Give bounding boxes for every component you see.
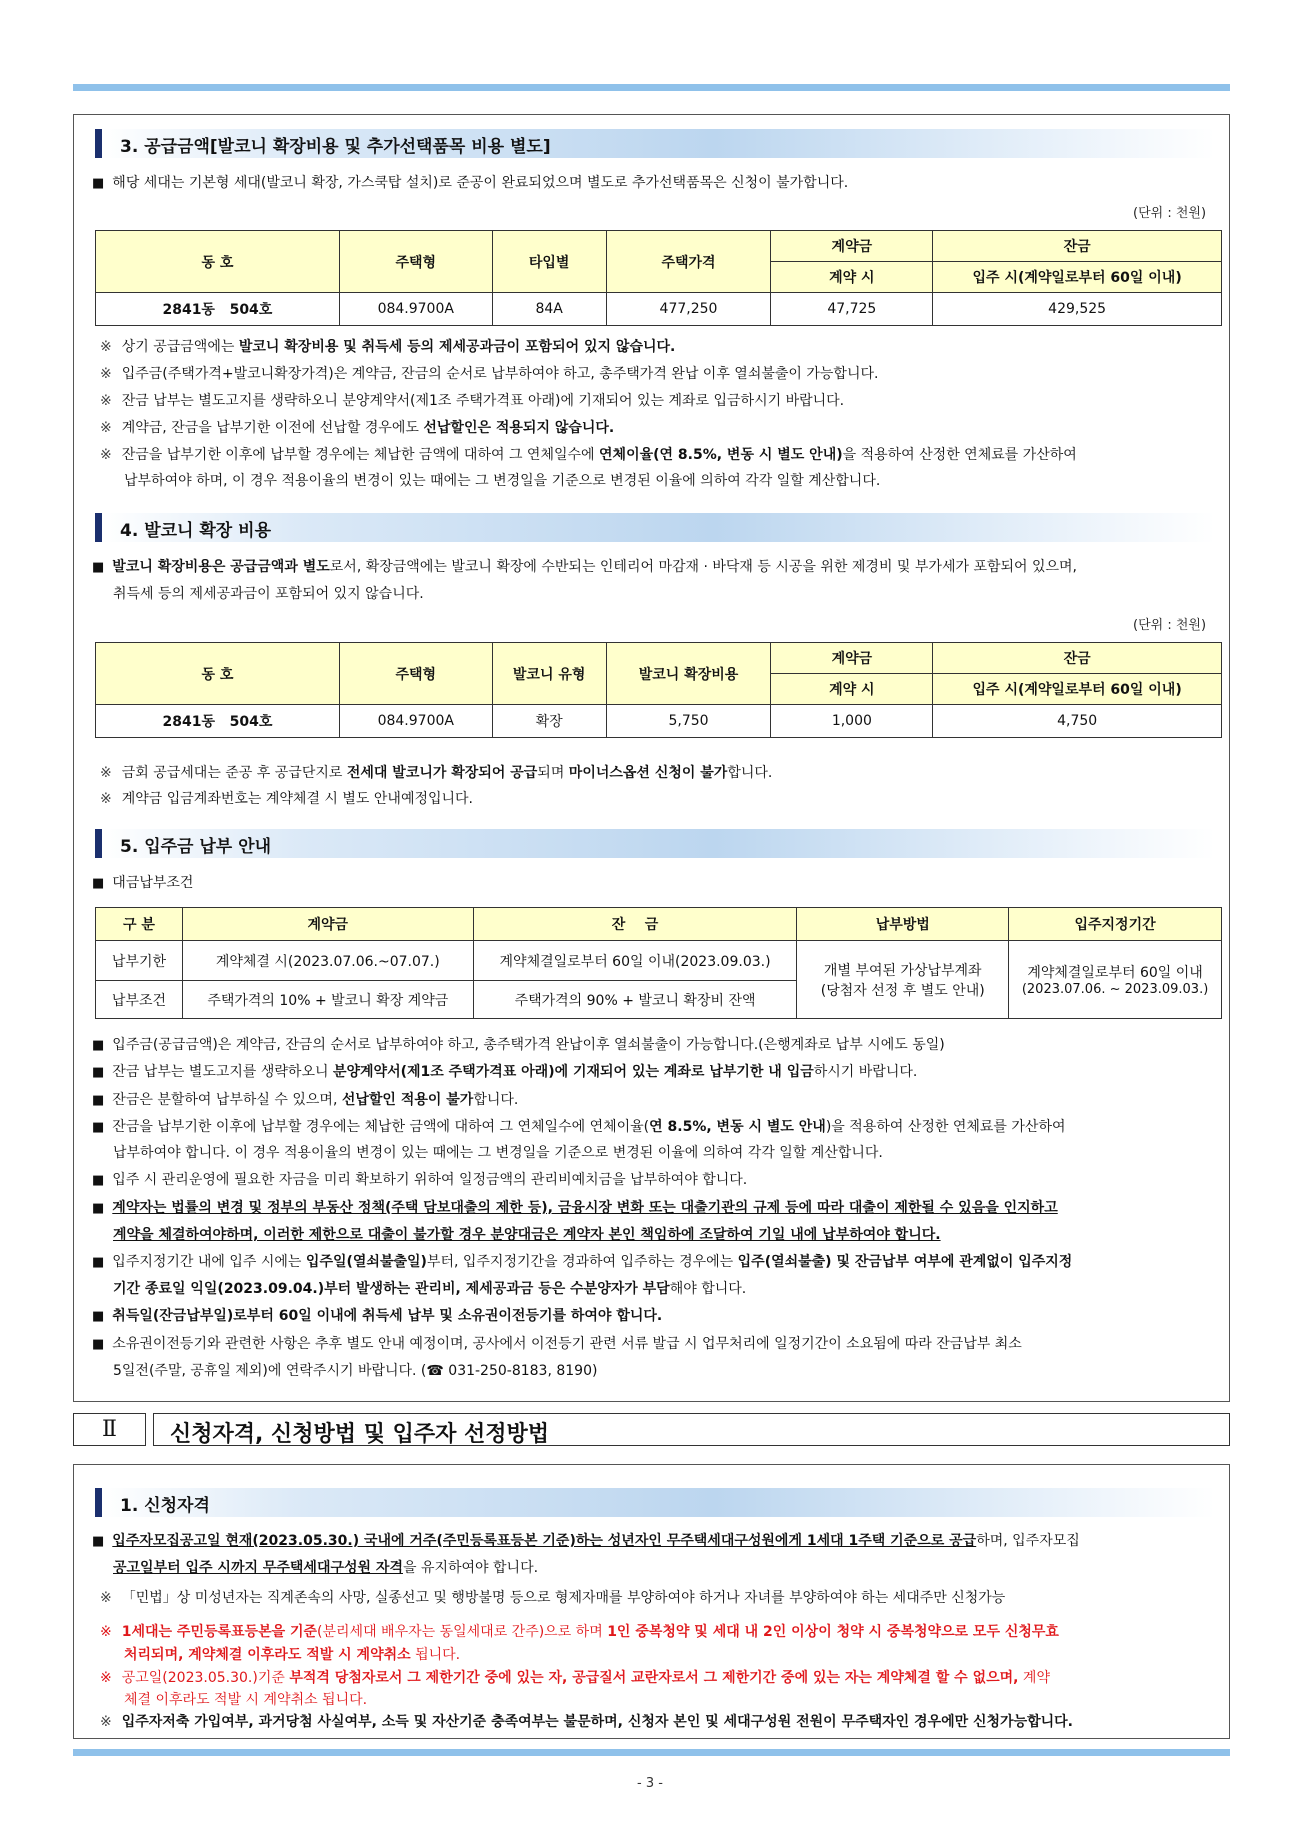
s5-bullet-7-cont: 기간 종료일 익일(2023.09.04.)부터 발생하는 관리비, 제세공과금 등은 수분양자가 부담해야 합니다. (113, 1281, 747, 1297)
roman-numeral-box: Ⅱ (73, 1413, 146, 1446)
s5-bullet-9-cont: 5일전(주말, 공휴일 제외)에 연락주시기 바랍니다. (☎ 031-250-8183, 8190) (113, 1363, 598, 1379)
q-note-3: ※ 공고일(2023.05.30.)기준 부적격 당첨자로서 그 제한기간 중에 있는 자, 공급질서 교란자로서 그 제한기간 중에 있는 자는 계약체결 할 수 없으며, 계약 (100, 1670, 1050, 1686)
td-deposit: 47,725 (771, 293, 933, 326)
roman-section-title: 신청자격, 신청방법 및 입주자 선정방법 (170, 1422, 550, 1447)
td-balcony-type: 확장 (492, 705, 606, 738)
th-dongho: 동 호 (96, 231, 340, 293)
th-deposit-sub: 계약 시 (771, 674, 933, 705)
th-balance: 잔 금 (473, 908, 797, 941)
th-dongho: 동 호 (96, 643, 340, 705)
td-deposit: 1,000 (771, 705, 933, 738)
q-note-3-cont: 체결 이후라도 적발 시 계약취소 됩니다. (124, 1692, 368, 1708)
th-balcony-cost: 발코니 확장비용 (606, 643, 771, 705)
th-gubun: 구 분 (96, 908, 183, 941)
q-note-1: ※ 「민법」상 미성년자는 직계존속의 사망, 실종선고 및 행방불명 등으로 형제자매를 부양하여야 하거나 자녀를 부양하여야 하는 세대주만 신청가능 (100, 1590, 1006, 1606)
td-deposit-condition: 주택가격의 10% + 발코니 확장 계약금 (182, 981, 473, 1019)
s5-bullet-7: ■ 입주지정기간 내에 입주 시에는 입주일(열쇠불출일)부터, 입주지정기간을 경과하여 입주하는 경우에는 입주(열쇠불출) 및 잔금납부 여부에 관계없이 입주지정 (92, 1254, 1073, 1270)
section-3-title: 3. 공급금액[발코니 확장비용 및 추가선택품목 비용 별도] (120, 137, 551, 157)
th-balance: 잔금 (933, 643, 1222, 674)
s5-bullet-9: ■ 소유권이전등기와 관련한 사항은 추후 별도 안내 예정이며, 공사에서 이전등기 관련 서류 발급 시 업무처리에 일정기간이 소요됨에 따라 잔금납부 최소 (92, 1336, 1022, 1352)
th-balance-sub: 입주 시(계약일로부터 60일 이내) (933, 262, 1222, 293)
th-period: 입주지정기간 (1009, 908, 1222, 941)
td-balance: 4,750 (933, 705, 1222, 738)
td-balcony-cost: 5,750 (606, 705, 771, 738)
s3-intro: ■ 해당 세대는 기본형 세대(발코니 확장, 가스쿡탑 설치)로 준공이 완료되었으며 별도로 추가선택품목은 신청이 불가합니다. (92, 175, 849, 191)
s5-bullet-3: ■ 잔금은 분할하여 납부하실 수 있으며, 선납할인 적용이 불가합니다. (92, 1092, 519, 1108)
td-period: 계약체결일로부터 60일 이내 (2023.07.06. ~ 2023.09.03.) (1009, 941, 1222, 1019)
s5-bullet-5: ■ 입주 시 관리운영에 필요한 자금을 미리 확보하기 위하여 일정금액의 관리비예치금을 납부하여야 합니다. (92, 1172, 748, 1188)
td-label-deadline: 납부기한 (96, 941, 183, 981)
q-note-2: ※ 1세대는 주민등록표등본을 기준(분리세대 배우자는 동일세대로 간주)으로 하며 1인 중복청약 및 세대 내 2인 이상이 청약 시 중복청약으로 모두 신청무효 (100, 1624, 1059, 1640)
qualification-title: 1. 신청자격 (120, 1496, 210, 1516)
s5-bullet-1: ■ 입주금(공급금액)은 계약금, 잔금의 순서로 납부하여야 하고, 총주택가격 완납이후 열쇠불출이 가능합니다.(은행계좌로 납부 시에도 동일) (92, 1037, 945, 1053)
s3-note-3: ※ 잔금 납부는 별도고지를 생략하오니 분양계약서(제1조 주택가격표 아래)에 기재되어 있는 계좌로 입금하시기 바랍니다. (100, 393, 845, 409)
qualification-header (95, 1488, 1215, 1517)
s5-sub: ■ 대금납부조건 (92, 875, 194, 891)
th-deposit-sub: 계약 시 (771, 262, 933, 293)
supply-price-table (95, 230, 1222, 326)
th-price: 주택가격 (606, 231, 771, 293)
balcony-cost-table (95, 642, 1222, 738)
q-bullet-1-cont: 공고일부터 입주 시까지 무주택세대구성원 자격을 유지하여야 합니다. (113, 1560, 539, 1576)
s3-note-5-cont: 납부하여야 하며, 이 경우 적용이율의 변경이 있는 때에는 그 변경일을 기준으로 변경된 이율에 의하여 각각 일할 계산합니다. (124, 473, 881, 489)
td-balance: 429,525 (933, 293, 1222, 326)
q-bullet-1: ■ 입주자모집공고일 현재(2023.05.30.) 국내에 거주(주민등록표등본 기준)하는 성년자인 무주택세대구성원에게 1세대 1주택 기준으로 공급하며, 입주자모집 (92, 1533, 1080, 1549)
th-typeno: 타입별 (492, 231, 606, 293)
s4-note-1: ※ 금회 공급세대는 준공 후 공급단지로 전세대 발코니가 확장되어 공급되며 마이너스옵션 신청이 불가합니다. (100, 765, 773, 781)
bottom-decor-bar (73, 1749, 1230, 1756)
td-method: 개별 부여된 가상납부계좌 (당첨자 선정 후 별도 안내) (797, 941, 1009, 1019)
th-balance-sub: 입주 시(계약일로부터 60일 이내) (933, 674, 1222, 705)
q-note-4-text: ※ 입주자저축 가입여부, 과거당첨 사실여부, 소득 및 자산기준 충족여부는 불문하며, 신청자 본인 및 세대구성원 전원이 무주택자인 경우에만 신청가능합니다. (100, 1714, 1074, 1730)
td-typeno: 84A (492, 293, 606, 326)
s3-note-4: ※ 계약금, 잔금을 납부기한 이전에 선납할 경우에도 선납할인은 적용되지 않습니다. (100, 420, 615, 436)
square-bullet-icon: ■ (92, 176, 105, 191)
th-deposit: 계약금 (182, 908, 473, 941)
td-dongho: 2841동 504호 (96, 293, 340, 326)
s3-unit: (단위 : 천원) (1133, 206, 1207, 221)
td-dongho: 2841동 504호 (96, 705, 340, 738)
section-4-header (95, 513, 1215, 542)
s3-note-5: ※ 잔금을 납부기한 이후에 납부할 경우에는 체납한 금액에 대하여 그 연체일수에 연체이율(연 8.5%, 변동 시 별도 안내)을 적용하여 산정한 연체료를 가산하여 (100, 447, 1077, 463)
th-balance: 잔금 (933, 231, 1222, 262)
td-balance-condition: 주택가격의 90% + 발코니 확장비 잔액 (473, 981, 797, 1019)
th-type: 주택형 (339, 231, 492, 293)
section-4-title: 4. 발코니 확장 비용 (120, 521, 271, 541)
td-label-condition: 납부조건 (96, 981, 183, 1019)
s4-intro-cont: 취득세 등의 제세공과금이 포함되어 있지 않습니다. (113, 586, 424, 602)
th-method: 납부방법 (797, 908, 1009, 941)
page-number: - 3 - (637, 1776, 663, 1791)
s5-bullet-8: ■ 취득일(잔금납부일)로부터 60일 이내에 취득세 납부 및 소유권이전등기를 하여야 합니다. (92, 1308, 663, 1324)
s5-bullet-6-cont: 계약을 체결하여야하며, 이러한 제한으로 대출이 불가할 경우 분양대금은 계약자 본인 책임하에 조달하여 기일 내에 납부하여야 합니다. (113, 1227, 941, 1243)
payment-terms-table (95, 907, 1222, 1019)
table-row (96, 941, 1222, 981)
s5-bullet-4: ■ 잔금을 납부기한 이후에 납부할 경우에는 체납한 금액에 대하여 그 연체일수에 연체이율(연 8.5%, 변동 시 별도 안내)을 적용하여 산정한 연체료를 가산하여 (92, 1119, 1066, 1135)
s3-note-1: ※ 상기 공급금액에는 발코니 확장비용 및 취득세 등의 제세공과금이 포함되어 있지 않습니다. (100, 339, 676, 355)
th-deposit: 계약금 (771, 231, 933, 262)
s4-unit: (단위 : 천원) (1133, 618, 1207, 633)
table-row (96, 293, 1222, 326)
s3-note-2: ※ 입주금(주택가격+발코니확장가격)은 계약금, 잔금의 순서로 납부하여야 하고, 총주택가격 완납 이후 열쇠불출이 가능합니다. (100, 366, 879, 382)
th-type: 주택형 (339, 643, 492, 705)
section-5-header (95, 829, 1215, 858)
s4-intro: ■ 발코니 확장비용은 공급금액과 별도로서, 확장금액에는 발코니 확장에 수반되는 인테리어 마감재 · 바닥재 등 시공을 위한 제경비 및 부가세가 포함되어 있으며, (92, 559, 1078, 575)
th-balcony-type: 발코니 유형 (492, 643, 606, 705)
th-deposit: 계약금 (771, 643, 933, 674)
s5-bullet-6: ■ 계약자는 법률의 변경 및 정부의 부동산 정책(주택 담보대출의 제한 등), 금융시장 변화 또는 대출기관의 규제 등에 따라 대출이 제한될 수 있음을 인지하고 (92, 1200, 1058, 1216)
q-note-2-cont: 처리되며, 계약체결 이후라도 적발 시 계약취소 됩니다. (124, 1647, 461, 1663)
s5-bullet-2: ■ 잔금 납부는 별도고지를 생략하오니 분양계약서(제1조 주택가격표 아래)에 기재되어 있는 계좌로 납부기한 내 입금하시기 바랍니다. (92, 1064, 918, 1080)
td-price: 477,250 (606, 293, 771, 326)
td-type: 084.9700A (339, 293, 492, 326)
td-balance-deadline: 계약체결일로부터 60일 이내(2023.09.03.) (473, 941, 797, 981)
table-row (96, 705, 1222, 738)
td-deposit-deadline: 계약체결 시(2023.07.06.~07.07.) (182, 941, 473, 981)
td-type: 084.9700A (339, 705, 492, 738)
section-3-header (95, 129, 1215, 158)
roman-section-title-box (153, 1413, 1230, 1446)
top-decor-bar (73, 84, 1230, 91)
section-5-title: 5. 입주금 납부 안내 (120, 837, 271, 857)
s4-note-2: ※ 계약금 입금계좌번호는 계약체결 시 별도 안내예정입니다. (100, 791, 474, 807)
s5-bullet-4-cont: 납부하여야 합니다. 이 경우 적용이율의 변경이 있는 때에는 그 변경일을 기준으로 변경된 이율에 의하여 각각 일할 계산합니다. (113, 1145, 883, 1161)
